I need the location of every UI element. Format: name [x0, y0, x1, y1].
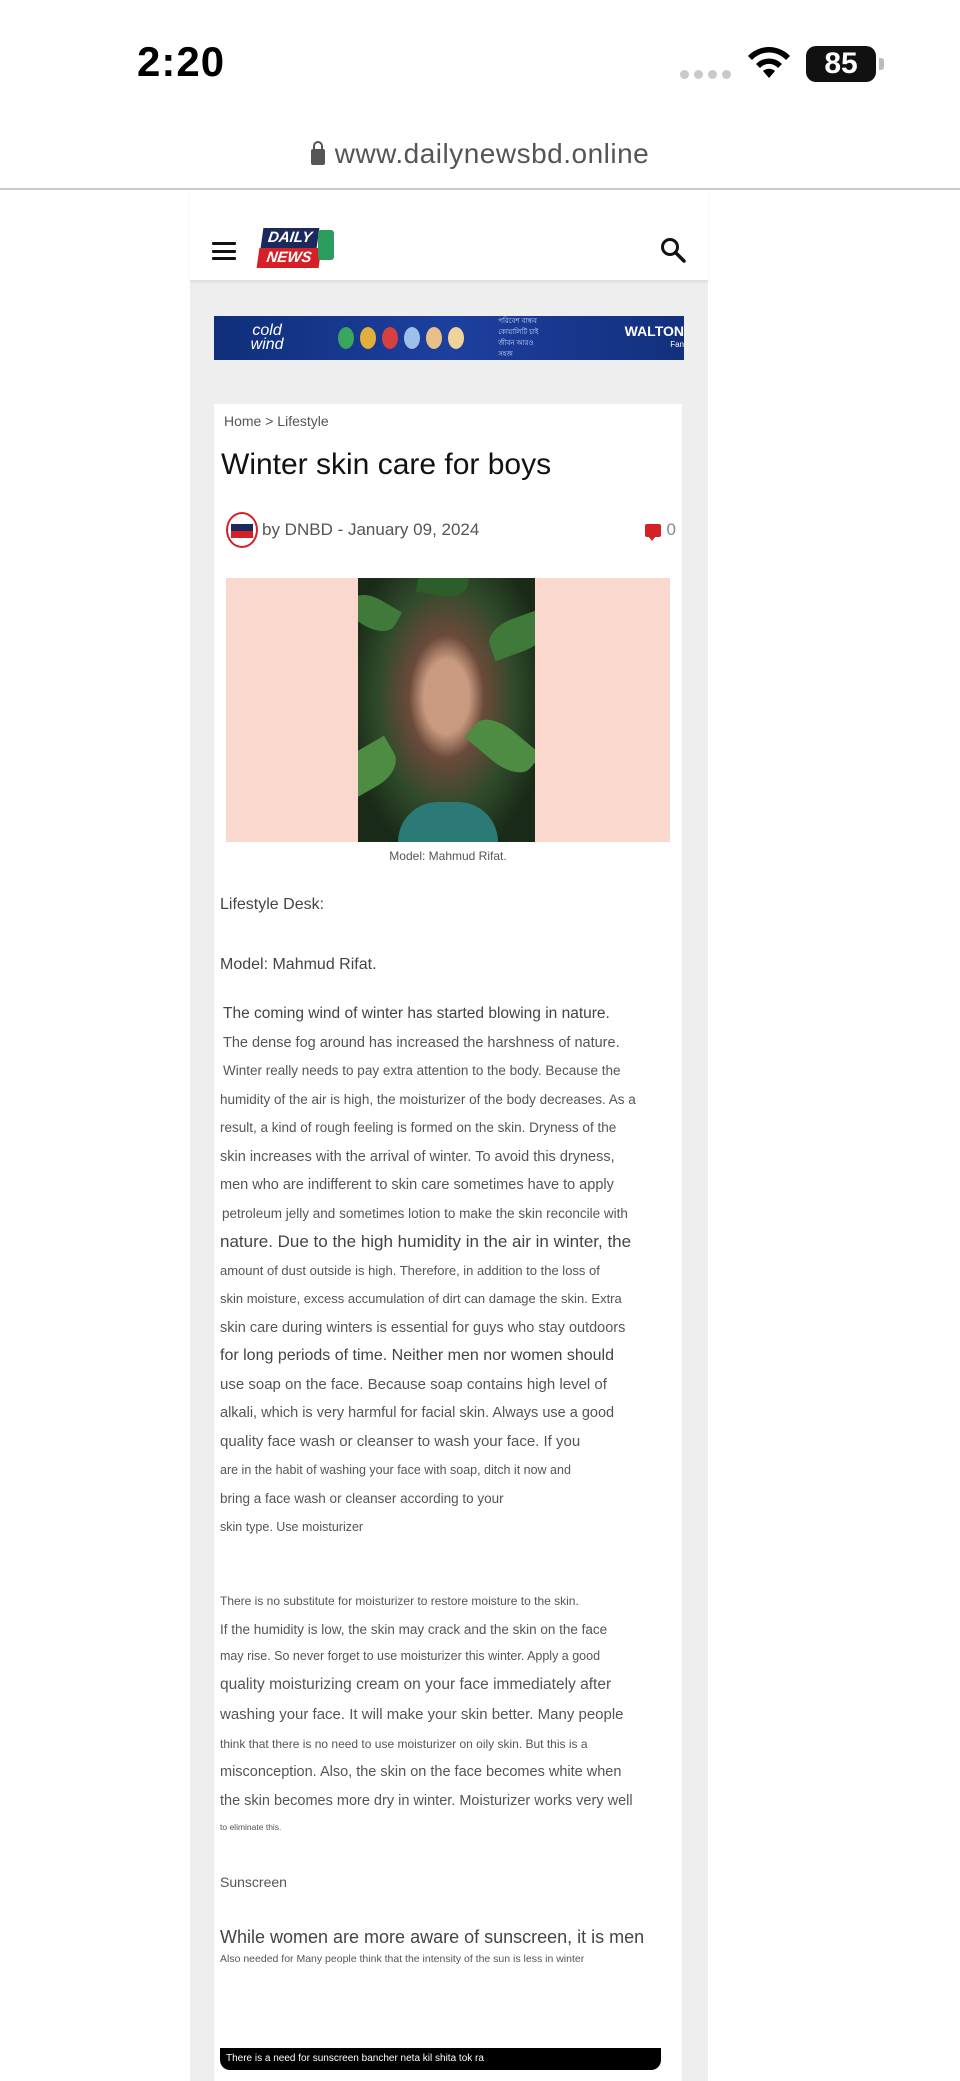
author-avatar[interactable]	[226, 512, 258, 548]
article-paragraph-1: The coming wind of winter has started blowing in nature. The dense fog around has increased the harshness of nature. Winter really needs to pay extra attention to the body. Because the humidity of the air is high, the moisturizer of the body decreases. As a result, a kind of rough feeling is formed on the skin. Dryness of the skin increases with the arrival of winter. To avoid this dryness, men who are indifferent to skin care sometimes have to apply petroleum jelly and sometimes lotion to make the skin reconcile with nature. Due to the high humidity in the air in winter, the amount of dust outside is high. Therefore, in addition to the loss of skin moisture, excess accumulation of dirt can damage the skin. Extra skin care during winters is essential for guys who stay outdoors for long periods of time. Neither men nor women should use soap on the face. Because soap contains high level of alkali, which is very harmful for facial skin. Always use a good quality face wash or cleanser to wash your face. If you are in the habit of washing your face with soap, ditch it now and bring a face wash or cleanser according to your skin type. Use moisturizer	[220, 1005, 636, 1534]
breadcrumb[interactable]: Home > Lifestyle	[224, 413, 329, 429]
article-paragraph-3: While women are more aware of sunscreen, it is men Also needed for Many people think that the intensity of the sun is less in winter	[220, 1927, 645, 1965]
lock-icon	[311, 149, 325, 165]
article-hero-image	[226, 578, 670, 842]
comment-count[interactable]: 0	[645, 520, 676, 540]
article-paragraph-2: There is no substitute for moisturizer to restore moisture to the skin. If the humidity is low, the skin may crack and the skin on the face may rise. So never forget to use moisturizer this winter. Apply a good quality moisturizing cream on your face immediately after washing your face. It will make your skin better. Many people think that there is no need to use moisturizer on oily skin. But this is a misconception. Also, the skin on the face becomes white when the skin becomes more dry in winter. Moisturizer works very well to eliminate this.	[220, 1594, 633, 1832]
status-time: 2:20	[137, 38, 226, 85]
browser-address-bar[interactable]	[0, 120, 960, 190]
url-text[interactable]: www.dailynewsbd.online	[334, 138, 650, 169]
advertisement-banner[interactable]	[214, 316, 684, 360]
model-photo	[358, 578, 535, 842]
cellular-signal-icon	[680, 70, 731, 79]
comment-icon	[645, 524, 661, 537]
site-header	[190, 192, 708, 280]
banner-middle-text: পরিবেশ বান্ধব কোয়ালিটি চাই জীবন আরও সহজ	[498, 318, 539, 358]
site-logo[interactable]: DAILY NEWS	[258, 228, 338, 270]
wifi-icon	[745, 44, 793, 80]
search-icon[interactable]	[660, 237, 686, 263]
image-caption: Model: Mahmud Rifat.	[389, 849, 507, 863]
status-bar	[0, 0, 960, 120]
banner-brand: WALTON Fan	[624, 323, 684, 349]
article-byline[interactable]: by DNBD - January 09, 2024	[262, 520, 480, 539]
article-desk: Lifestyle Desk:	[220, 896, 325, 913]
article-model-line: Model: Mahmud Rifat.	[220, 956, 377, 973]
article-card	[214, 404, 682, 2081]
article-title: Winter skin care for boys	[221, 448, 552, 481]
section-heading-sunscreen: Sunscreen	[220, 1874, 287, 1890]
article-meta	[226, 512, 676, 548]
battery-icon: 85	[806, 46, 876, 82]
banner-fans-image	[338, 327, 464, 349]
banner-left-text: cold wind	[250, 322, 284, 353]
page-content	[190, 192, 708, 2081]
menu-icon[interactable]	[212, 242, 236, 260]
bottom-text-bar: There is a need for sunscreen bancher neta kil shita tok ra	[220, 2048, 661, 2070]
